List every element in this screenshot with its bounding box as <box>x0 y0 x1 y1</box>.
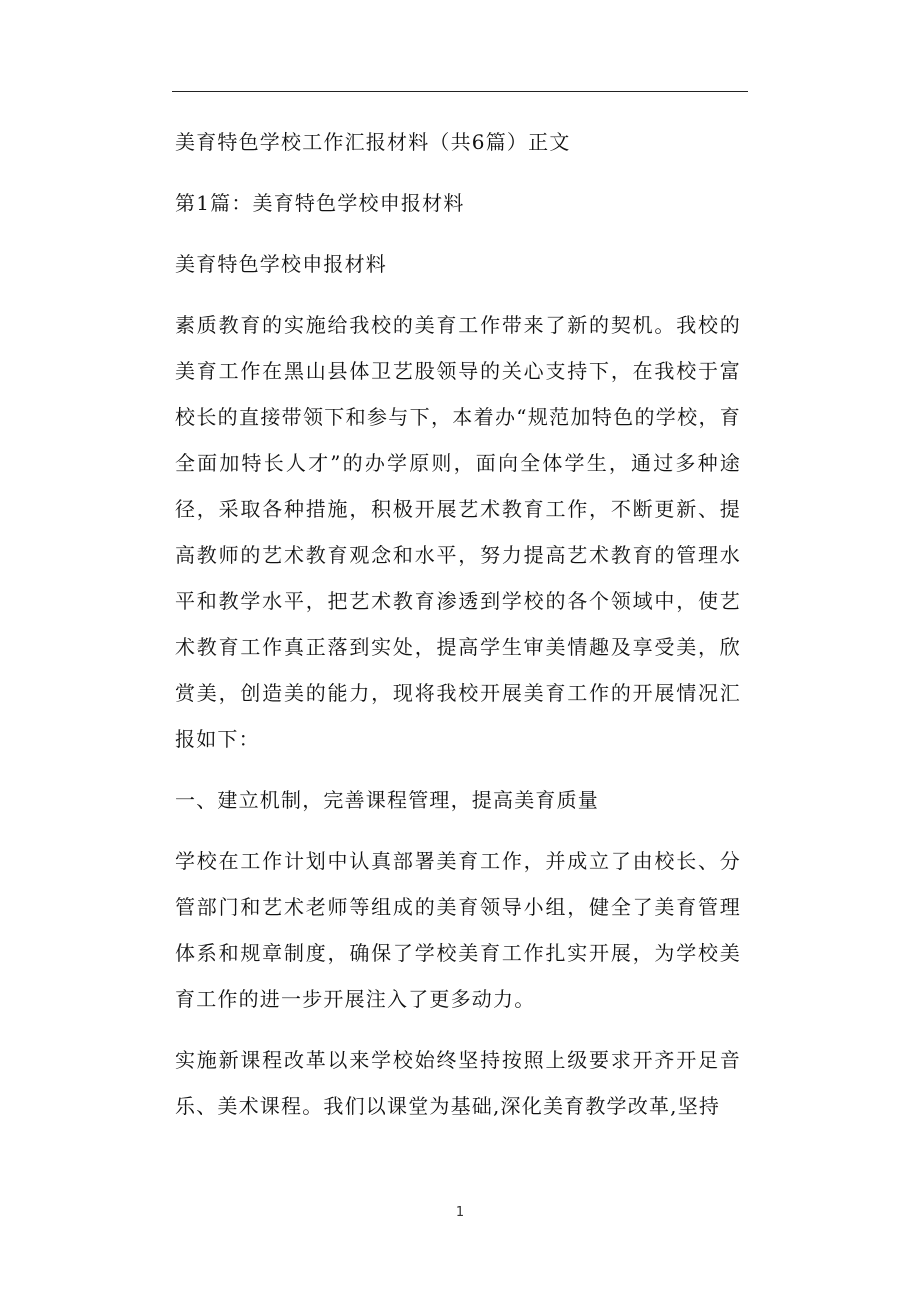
section-heading: 一、建立机制，完善课程管理，提高美育质量 <box>175 788 599 812</box>
page-number: 1 <box>455 1205 465 1220</box>
intro-paragraph: 素质教育的实施给我校的美育工作带来了新的契机。我校的美育工作在黑山县体卫艺股领导的关心支持下，在我校于富校长的直接带领下和参与下，本着办“规范加特色的学校，育全面加特长人才”的办学原则，面向全体学生，通过多种途径，采取各种措施，积极开展艺术教育工作，不断更新、提高教师的艺术教育观念和水平，努力提高艺术教育的管理水平和教学水平，把艺术教育渗透到学校的各个领域中，使艺术教育工作真正落到实处，提高学生审美情趣及享受美，欣赏美，创造美的能力，现将我校开展美育工作的开展情况汇报如下： <box>175 313 741 751</box>
document-title: 美育特色学校工作汇报材料（共6篇）正文 <box>175 130 571 154</box>
document-body <box>175 128 741 1153</box>
section-paragraph: 实施新课程改革以来学校始终坚持按照上级要求开齐开足音乐、美术课程。我们以课堂为基础,深化美育教学改革,坚持 <box>175 1048 741 1118</box>
chapter-heading: 第1篇：美育特色学校申报材料 <box>175 191 465 215</box>
header-rule <box>172 91 748 92</box>
section-paragraph: 学校在工作计划中认真部署美育工作，并成立了由校长、分管部门和艺术老师等组成的美育领导小组，健全了美育管理体系和规章制度，确保了学校美育工作扎实开展，为学校美育工作的进一步开展注入了更多动力。 <box>175 849 741 1011</box>
document-subtitle: 美育特色学校申报材料 <box>175 252 387 276</box>
